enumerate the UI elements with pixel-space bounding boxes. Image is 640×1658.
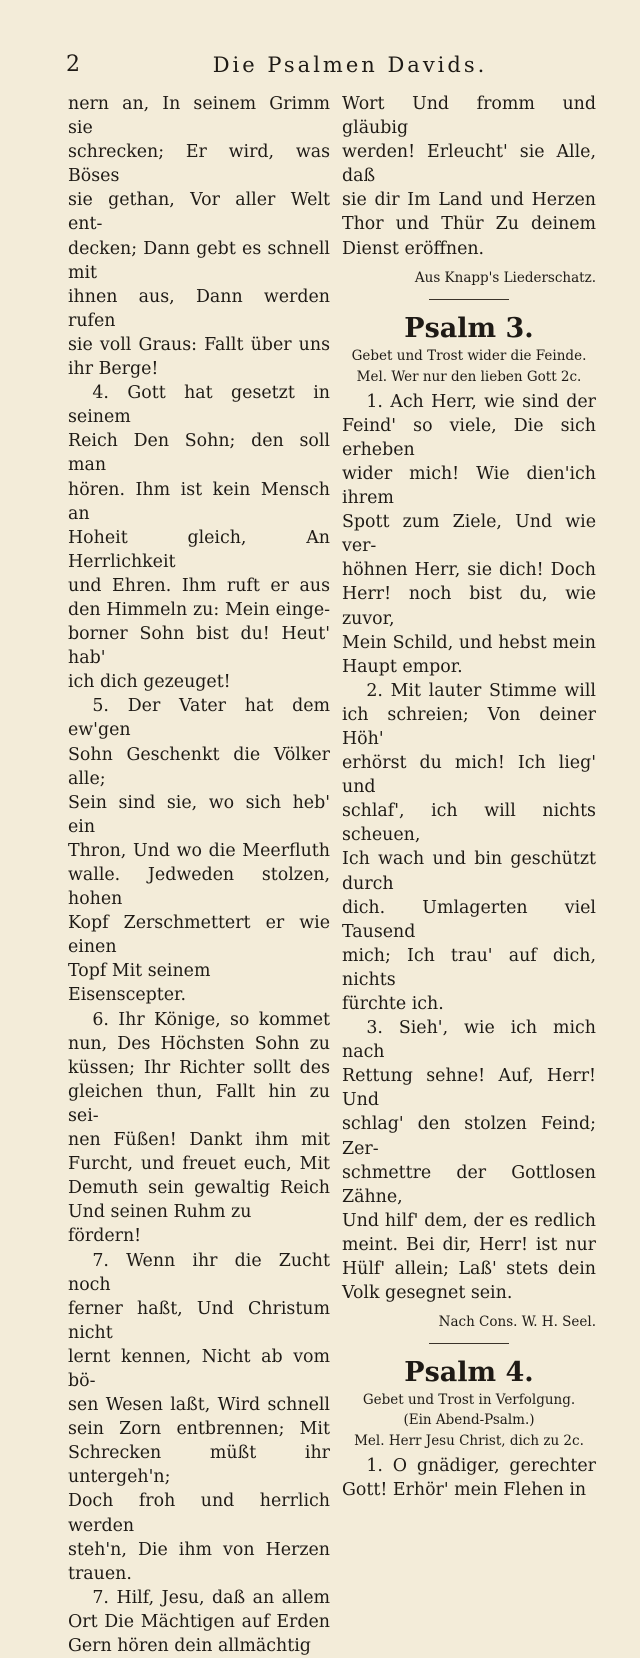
- right-column: [342, 92, 596, 1502]
- text-line: und Ehren. Ihm ruft er aus: [68, 575, 330, 596]
- intro-attribution: Aus Knapp's Liederschatz.: [414, 269, 596, 286]
- psalm4-subtitle-evening: (Ein Abend-Psalm.): [403, 1412, 535, 1429]
- psalm2-ending: [342, 92, 596, 261]
- text-line: den Himmeln zu: Mein einge-: [68, 599, 330, 620]
- text-line: schmettre der Gottlosen Zähne,: [342, 1162, 596, 1207]
- text-line: sein Zorn entbrennen; Mit: [68, 1419, 330, 1440]
- text-line: Doch froh und herrlich werden: [68, 1491, 330, 1536]
- text-line: Topf Mit seinem Eisenscepter.: [68, 961, 211, 1006]
- text-line: 6. Ihr Könige, so kommet: [92, 1009, 330, 1030]
- text-line: 4. Gott hat gesetzt in seinem: [68, 383, 330, 428]
- text-line: Ich wach und bin geschützt durch: [342, 849, 596, 894]
- text-line: Gern hören dein allmächtig: [68, 1636, 311, 1656]
- text-line: Feind' so viele, Die sich erheben: [342, 415, 596, 460]
- text-line: Spott zum Ziele, Und wie ver-: [342, 512, 596, 557]
- text-line: hören. Ihm ist kein Mensch an: [68, 479, 330, 524]
- psalm3-text: [342, 390, 596, 1306]
- text-line: Furcht, und freuet euch, Mit: [68, 1154, 330, 1175]
- text-line: Und hilf' dem, der es redlich: [342, 1210, 596, 1231]
- section-divider: [429, 1343, 509, 1344]
- text-line: Thron, Und wo die Meerfluth: [68, 840, 330, 861]
- text-line: fürchte ich.: [342, 994, 444, 1014]
- section-divider: [429, 299, 509, 300]
- text-line: Mein Schild, und hebst mein: [342, 632, 596, 653]
- text-line: ich dich gezeuget!: [68, 672, 231, 693]
- text-line: walle. Jedweden stolzen, hohen: [68, 865, 330, 910]
- text-line: Sein sind sie, wo sich heb' ein: [68, 792, 330, 837]
- text-line: schrecken; Er wird, was Böses: [68, 142, 330, 187]
- text-line: lernt kennen, Nicht ab vom bö-: [68, 1346, 330, 1391]
- text-line: sie gethan, Vor aller Welt ent-: [68, 190, 330, 235]
- text-line: schlaf', ich will nichts scheuen,: [342, 801, 596, 846]
- text-line: Gott! Erhör' mein Flehen in: [342, 1480, 587, 1501]
- text-line: schlag' den stolzen Feind; Zer-: [342, 1114, 596, 1159]
- text-line: höhnen Herr, sie dich! Doch: [342, 560, 596, 581]
- text-line: nern an, In seinem Grimm sie: [68, 94, 330, 139]
- text-line: erhörst du mich! Ich lieg' und: [342, 753, 596, 798]
- text-line: 1. Ach Herr, wie sind der: [366, 391, 596, 412]
- page-number: 2: [66, 52, 80, 77]
- text-line: wider mich! Wie dien'ich ihrem: [342, 463, 596, 509]
- text-line: sie dir Im Land und Herzen: [342, 190, 596, 211]
- text-line: borner Sohn bist du! Heut' hab': [68, 624, 330, 669]
- text-line: decken; Dann gebt es schnell mit: [68, 238, 330, 283]
- text-line: 1. O gnädiger, gerechter: [366, 1456, 596, 1477]
- text-line: werden! Erleucht' sie Alle, daß: [342, 142, 596, 187]
- text-line: 5. Der Vater hat dem ew'gen: [68, 696, 330, 741]
- text-line: ihnen aus, Dann werden rufen: [68, 286, 330, 331]
- text-line: Hülf' allein; Laß' stets dein: [342, 1259, 596, 1280]
- text-line: dich. Umlagerten viel Tausend: [342, 897, 596, 942]
- left-column: [68, 92, 330, 1658]
- psalm4-melody: Mel. Herr Jesu Christ, dich zu 2c.: [354, 1433, 584, 1450]
- psalm4-text: [342, 1454, 596, 1502]
- text-line: Herr! noch bist du, wie zuvor,: [342, 584, 596, 629]
- text-line: 3. Sieh', wie ich mich nach: [342, 1018, 596, 1063]
- text-line: Sohn Geschenkt die Völker alle;: [68, 744, 330, 789]
- text-line: küssen; Ihr Richter sollt des: [68, 1057, 330, 1078]
- text-line: Und seinen Ruhm zu fördern!: [68, 1202, 252, 1247]
- text-line: nun, Des Höchsten Sohn zu: [68, 1033, 330, 1054]
- text-line: gleichen thun, Fallt hin zu sei-: [68, 1081, 330, 1126]
- text-line: Thor und Thür Zu deinem: [342, 214, 596, 235]
- text-line: sie voll Graus: Fallt über uns: [68, 334, 330, 355]
- text-line: steh'n, Die ihm von Herzen: [68, 1539, 330, 1560]
- text-line: meint. Bei dir, Herr! ist nur: [342, 1234, 596, 1255]
- running-title: Die Psalmen Davids.: [212, 53, 488, 77]
- psalm3-title: Psalm 3.: [404, 312, 534, 344]
- text-line: Ort Die Mächtigen auf Erden: [68, 1611, 330, 1632]
- text-line: ich schreien; Von deiner Höh': [342, 704, 596, 749]
- text-line: Demuth sein gewaltig Reich: [68, 1178, 330, 1199]
- psalm3-subtitle: Gebet und Trost wider die Feinde.: [351, 347, 587, 364]
- text-line: 7. Hilf, Jesu, daß an allem: [92, 1587, 330, 1608]
- text-line: Haupt empor.: [342, 656, 463, 677]
- text-line: trauen.: [68, 1563, 132, 1584]
- psalm3-melody: Mel. Wer nur den lieben Gott 2c.: [356, 368, 582, 385]
- psalm4-title: Psalm 4.: [404, 1357, 534, 1389]
- text-line: ferner haßt, Und Christum nicht: [68, 1298, 330, 1343]
- text-line: 2. Mit lauter Stimme will: [366, 680, 596, 701]
- text-line: Hoheit gleich, An Herrlichkeit: [68, 527, 330, 572]
- text-line: Wort Und fromm und gläubig: [342, 94, 596, 139]
- text-line: Kopf Zerschmettert er wie einen: [68, 913, 330, 958]
- text-line: Schrecken müßt ihr untergeh'n;: [68, 1443, 330, 1488]
- text-line: Reich Den Sohn; den soll man: [68, 431, 330, 476]
- text-line: Volk gesegnet sein.: [342, 1283, 513, 1304]
- text-line: 7. Wenn ihr die Zucht noch: [68, 1250, 330, 1295]
- text-line: mich; Ich trau' auf dich, nichts: [342, 945, 596, 990]
- text-line: Rettung sehne! Auf, Herr! Und: [342, 1066, 596, 1111]
- text-line: Dienst eröffnen.: [342, 238, 485, 259]
- psalm4-subtitle: Gebet und Trost in Verfolgung.: [362, 1392, 576, 1409]
- text-line: ihr Berge!: [68, 359, 159, 380]
- text-line: nen Füßen! Dankt ihm mit: [68, 1130, 330, 1151]
- text-line: sen Wesen laßt, Wird schnell: [68, 1395, 330, 1416]
- psalm3-attribution: Nach Cons. W. H. Seel.: [438, 1314, 596, 1331]
